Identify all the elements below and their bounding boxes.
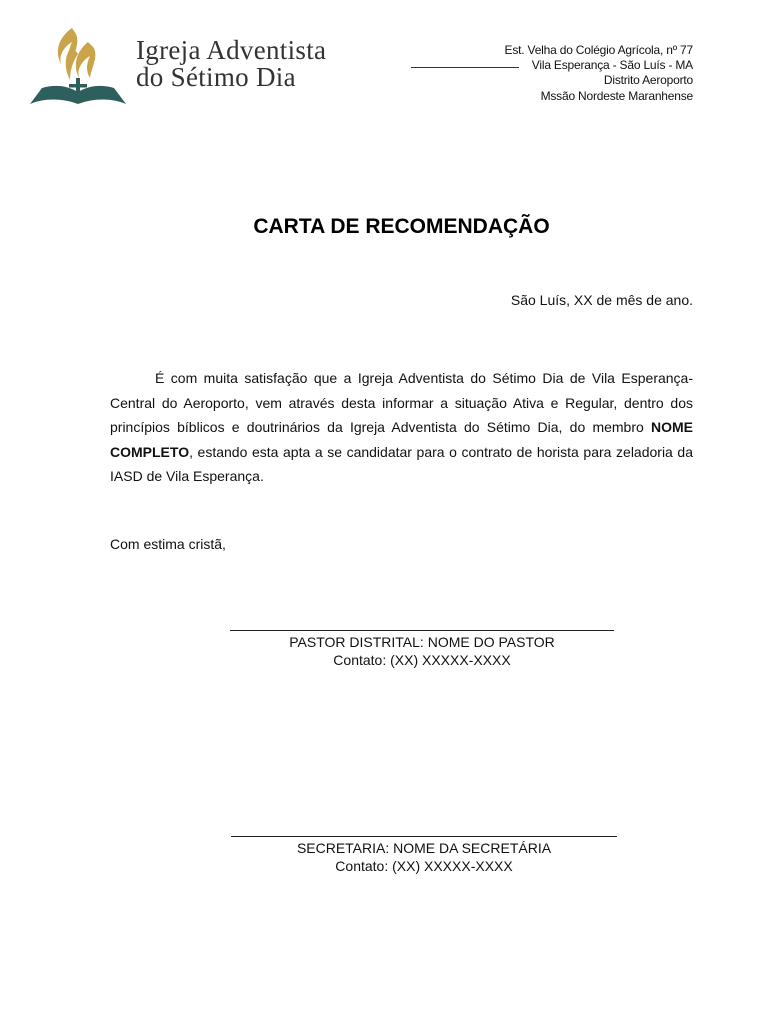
- signature-block-secretary: [231, 826, 617, 875]
- signature-role: PASTOR DISTRITAL: NOME DO PASTOR: [289, 634, 555, 650]
- address-line-3: Distrito Aeroporto: [603, 73, 693, 87]
- address-line-1: Est. Velha do Colégio Agrícola, nº 77: [504, 43, 693, 57]
- document-title: CARTA DE RECOMENDAÇÃO: [253, 215, 550, 238]
- signature-role: SECRETARIA: NOME DA SECRETÁRIA: [296, 840, 552, 856]
- signature-contact: Contato: (XX) XXXXX-XXXX: [333, 652, 511, 668]
- header-divider: [411, 67, 519, 68]
- date-line: São Luís, XX de mês de ano.: [510, 292, 693, 308]
- address-line-2: Vila Esperança - São Luís - MA: [531, 58, 693, 72]
- signature-line: [231, 826, 617, 837]
- org-name-line1: Igreja Adventista: [136, 35, 327, 65]
- closing-salutation: Com estima cristã,: [110, 536, 226, 552]
- body-text-part2: , estando esta apta a se candidatar para o contrato de horista para zeladoria da IASD de Vila Esperança.: [110, 443, 693, 484]
- member-name: NOME COMPLETO: [110, 419, 693, 460]
- body-text-part1: É com muita satisfação que a Igreja Adventista do Sétimo Dia de Vila Esperança-Central do Aeroporto, vem através desta informar a situação Ativa e Regular, dentro dos princípios bíblicos e doutrinários da Igreja Adventista do Sétimo Dia, do membro: [110, 370, 693, 435]
- signature-block-pastor: [230, 620, 614, 669]
- signature-contact: Contato: (XX) XXXXX-XXXX: [335, 858, 513, 874]
- letter-body: [110, 366, 693, 489]
- signature-line: [230, 620, 614, 631]
- org-name-line2: do Sétimo Dia: [136, 62, 296, 92]
- address-line-4: Mssão Nordeste Maranhense: [540, 89, 693, 103]
- church-logo-icon: [28, 22, 128, 108]
